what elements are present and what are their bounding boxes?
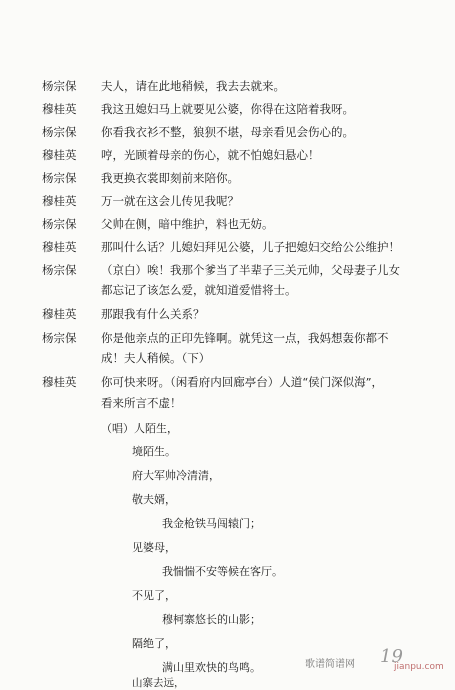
song-line: 不见了， (132, 589, 176, 602)
dialogue-text: 那叫什么话？儿媳妇拜见公婆，儿子把媳妇交给公公维护！ (101, 240, 400, 254)
page-number: 19 (380, 646, 403, 667)
dialogue-text: 万一就在这会儿传见我呢？ (101, 194, 239, 208)
dialogue-text: 你是他亲点的正印先锋啊。就凭这一点，我妈想轰你都不 (101, 331, 389, 345)
dialogue-text-continuation: 成！夫人稍候。（下） (101, 351, 211, 365)
dialogue-text: （京白）唉！我那个爹当了半辈子三关元帅，父母妻子儿女 (101, 263, 400, 277)
song-line: 山寨去远， (132, 677, 185, 689)
song-line: 满山里欢快的鸟鸣。 (162, 661, 261, 674)
song-line: 我金枪铁马闯辕门； (162, 517, 261, 530)
song-line: 见婆母， (132, 541, 176, 554)
dialogue-text: 我这丑媳妇马上就要见公婆，你得在这陪着我呀。 (101, 102, 354, 116)
site-name: 歌谱简谱网 (305, 659, 355, 670)
dialogue-text: 你看我衣衫不整，狼狈不堪，母亲看见会伤心的。 (101, 125, 354, 139)
song-line: 我惴惴不安等候在客厅。 (162, 565, 283, 578)
dialogue-text: 父帅在侧，暗中维护，料也无妨。 (101, 217, 274, 231)
song-line: 府大军帅冷清清， (132, 469, 220, 482)
speaker-name: 杨宗保 (42, 217, 77, 231)
speaker-name: 穆桂英 (42, 194, 77, 208)
dialogue-text: 我更换衣裳即刻前来陪你。 (101, 171, 239, 185)
speaker-name: 杨宗保 (42, 263, 77, 277)
speaker-name: 杨宗保 (42, 171, 77, 185)
song-line: 穆柯寨悠长的山影； (162, 613, 261, 626)
speaker-name: 穆桂英 (42, 240, 77, 254)
speaker-name: 穆桂英 (42, 102, 77, 116)
speaker-name: 杨宗保 (42, 125, 77, 139)
dialogue-text: 夫人，请在此地稍候，我去去就来。 (101, 79, 285, 93)
speaker-name: 杨宗保 (42, 331, 77, 345)
speaker-name: 穆桂英 (42, 307, 77, 321)
speaker-name: 穆桂英 (42, 148, 77, 162)
dialogue-text: 那跟我有什么关系？ (101, 307, 205, 321)
dialogue-text-continuation: 都忘记了该怎么爱，就知道爱惜将士。 (101, 283, 297, 297)
dialogue-text: 你可快来呀。（闲看府内回廊亭台）人道“侯门深似海”， (101, 375, 384, 389)
song-line: （唱）人陌生， (101, 422, 178, 435)
speaker-name: 穆桂英 (42, 375, 77, 389)
song-line: 隔绝了， (132, 637, 176, 650)
dialogue-text-continuation: 看来所言不虚！ (101, 396, 182, 410)
dialogue-text: 哼，光顾着母亲的伤心，就不怕媳妇悬心！ (101, 148, 320, 162)
speaker-name: 杨宗保 (42, 79, 77, 93)
song-line: 敬夫婿， (132, 493, 176, 506)
song-line: 境陌生。 (132, 445, 176, 458)
watermark: jianpu.com (394, 662, 444, 672)
